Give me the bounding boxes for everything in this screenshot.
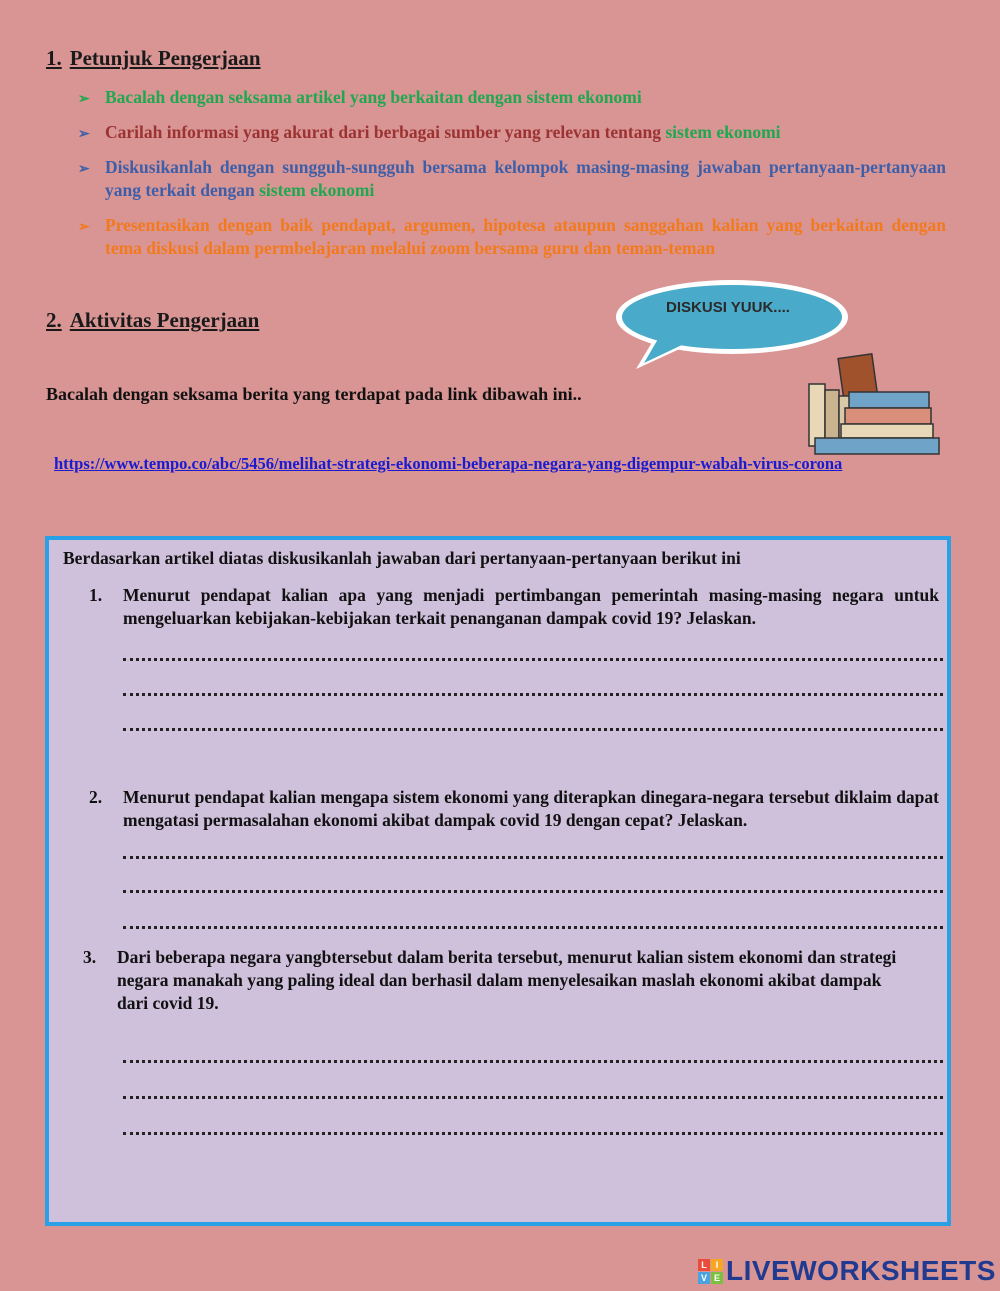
liveworksheets-logo	[698, 1256, 996, 1286]
section-2-title: Aktivitas Pengerjaan	[69, 308, 260, 332]
bullet-text: Diskusikanlah dengan sungguh-sungguh bersama kelompok masing-masing jawaban pertanyaan-pertanyaan yang terkait dengan	[105, 157, 946, 200]
bullet-arrow-icon: ➢	[78, 92, 90, 107]
bullet-text: Carilah informasi yang akurat dari berbagai sumber yang relevan tentang	[105, 122, 661, 142]
books-icon	[805, 352, 945, 458]
question-text: Menurut pendapat kalian mengapa sistem ekonomi yang diterapkan dinegara-negara tersebut diklaim dapat mengatasi permasalahan ekonomi akibat dampak covid 19 dengan cepat? Jelaskan.	[123, 787, 939, 830]
answer-line[interactable]	[123, 654, 943, 661]
bullet-text: Bacalah dengan seksama artikel yang berkaitan dengan sistem ekonomi	[105, 87, 642, 107]
bullet-text: Presentasikan dengan baik pendapat, argumen, hipotesa ataupun sanggahan kalian yang berkaitan dengan tema diskusi dalam permbelajaran melalui zoom bersama guru dan teman-teman	[105, 215, 946, 258]
answer-line[interactable]	[123, 1092, 943, 1099]
question-2	[89, 786, 939, 832]
instruction-bullet-4	[78, 214, 946, 260]
question-number: 3.	[83, 947, 97, 967]
question-3	[83, 946, 903, 1015]
questions-box	[45, 536, 951, 1226]
article-link[interactable]: https://www.tempo.co/abc/5456/melihat-strategi-ekonomi-beberapa-negara-yang-digempur-wabah-virus-corona	[54, 454, 843, 473]
bullet-arrow-icon: ➢	[78, 162, 90, 177]
speech-bubble-text: DISKUSI YUUK....	[666, 299, 790, 316]
answer-line[interactable]	[123, 689, 943, 696]
answer-line[interactable]	[123, 1056, 943, 1063]
bullet-highlight: sistem ekonomi	[665, 122, 781, 142]
books-illustration	[805, 352, 945, 458]
question-text: Dari beberapa negara yangbtersebut dalam berita tersebut, menurut kalian sistem ekonomi dan strategi negara manakah yang paling ideal dan berhasil dalam menyelesaikan maslah ekonomi akibat dampak dari covid 19.	[117, 947, 897, 1013]
instruction-bullet-3	[78, 156, 946, 202]
reading-instruction: Bacalah dengan seksama berita yang terdapat pada link dibawah ini..	[46, 384, 582, 404]
instruction-bullet-1	[78, 86, 946, 111]
section-1-number: 1.	[46, 46, 62, 70]
question-number: 1.	[89, 585, 103, 605]
section-1-title: Petunjuk Pengerjaan	[69, 46, 261, 70]
answer-line[interactable]	[123, 852, 943, 859]
bullet-text-wrap	[105, 121, 946, 146]
logo-text: LIVEWORKSHEETS	[726, 1255, 996, 1286]
bullet-arrow-icon: ➢	[78, 220, 90, 235]
answer-line[interactable]	[123, 886, 943, 893]
question-number: 2.	[89, 787, 103, 807]
answer-line[interactable]	[123, 922, 943, 929]
section-1-heading	[46, 46, 261, 71]
instruction-bullet-2	[78, 121, 946, 146]
question-text: Menurut pendapat kalian apa yang menjadi pertimbangan pemerintah masing-masing negara untuk mengeluarkan kebijakan-kebijakan terkait penanganan dampak covid 19? Jelaskan.	[123, 585, 939, 628]
answer-line[interactable]	[123, 724, 943, 731]
bullet-arrow-icon: ➢	[78, 127, 90, 142]
section-2-heading	[46, 308, 259, 333]
question-1	[89, 584, 939, 630]
answer-line[interactable]	[123, 1128, 943, 1135]
section-2-number: 2.	[46, 308, 62, 332]
bullet-highlight: sistem ekonomi	[259, 180, 375, 200]
bullet-text-wrap	[105, 156, 946, 202]
questions-box-title: Berdasarkan artikel diatas diskusikanlah jawaban dari pertanyaan-pertanyaan berikut ini	[63, 548, 741, 568]
logo-blocks-icon: L I V E	[698, 1259, 723, 1284]
